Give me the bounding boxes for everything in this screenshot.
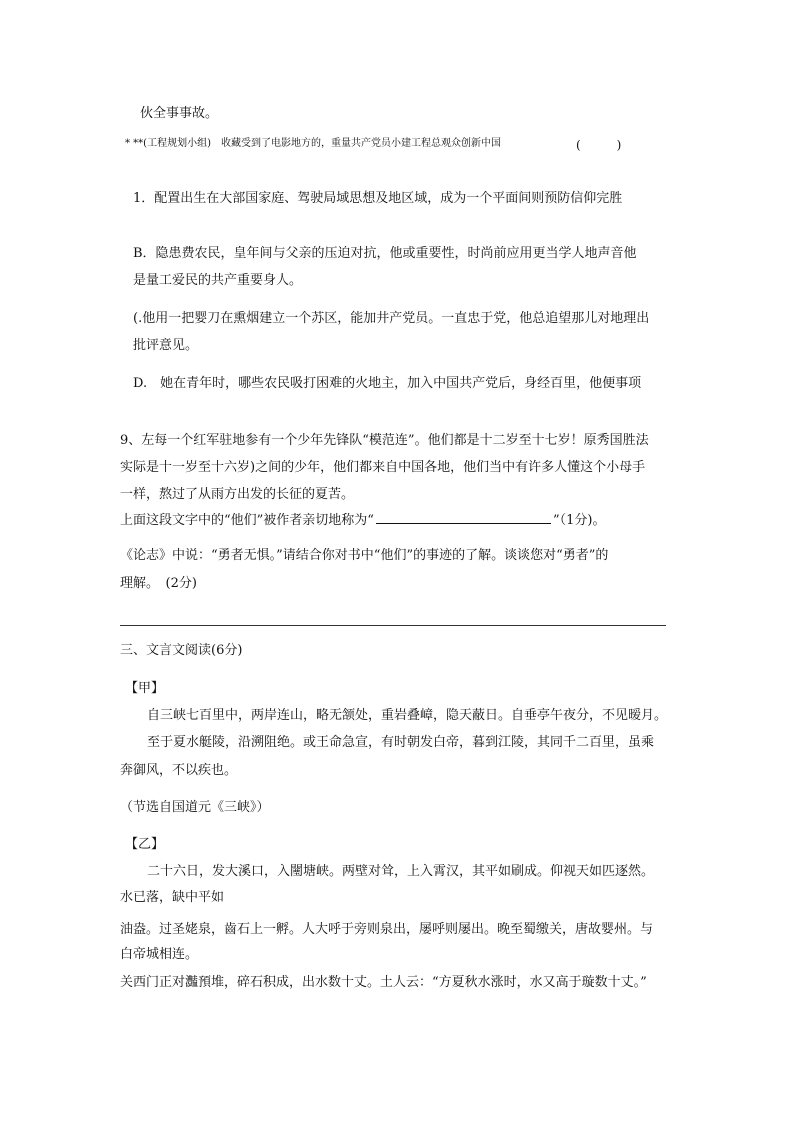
answer-paren: ( ): [576, 138, 622, 152]
answer-line: [120, 625, 666, 626]
passage-yi-line-5: 关西门正对灎預堆，碎石积成，出水数十丈。土人云：“方夏秋水涨时，水又高于璇数十丈。”: [120, 975, 647, 990]
text-line-1: 伙全事事故。: [140, 106, 219, 121]
option-c-line-1: (.他用一把婴刀在熏烟建立一个苏区，能加井产党员。一直忠于党，他总追望那儿对地理出: [133, 311, 650, 326]
option-b-line-2: 是量工爱民的共产重要身人。: [133, 273, 303, 288]
passage-jia-line-2: 至于夏水艇陵，沿溯阻绝。或王命急宣，有时朝发白帝，暮到江陵，其同千二百里，虽乘: [147, 735, 655, 750]
option-d: D. 她在青年时，哪些农民吸打困难的火地主，加入中国共产党后，身经百里，他便事项: [133, 376, 642, 391]
passage-yi-label: 【乙】: [125, 837, 165, 852]
question-9-line-3: 一样，熬过了从雨方出发的长征的夏苦。: [120, 487, 355, 502]
passage-jia-line-3: 奔御风，不以疾也。: [120, 763, 238, 778]
section-3-heading: 三、文言文阅读(6分): [120, 643, 243, 658]
passage-jia-line-1: 自三峡七百里中，两岸连山，略无颔处，重岩叠嶂，隐天蔽日。自垂亭午夜分，不见暧月。: [147, 708, 668, 723]
passage-jia-label: 【甲】: [125, 681, 165, 696]
fill-blank-prefix: 上面这段文字中的“他们”被作者亲切地称为“: [120, 513, 374, 528]
passage-yi-line-4: 白帝城相连。: [120, 947, 199, 962]
option-c-line-2: 批评意见。: [133, 338, 199, 353]
text-line-2: * **(工程规划小组) 收藏受到了电影地方的，重量共产党员小建工程总观众创新中国: [125, 138, 501, 149]
passage-yi-line-2: 水已落，缺中平如: [120, 890, 225, 905]
option-1: 1．配置出生在大部国家庭、驾驶局域思想及地区域，成为一个平面间则预防信仰完胜: [133, 191, 623, 206]
question-9-fill-blank: [120, 511, 605, 529]
passage-jia-source: （节选自国道元《三峡》）: [120, 800, 270, 815]
answer-blank[interactable]: [376, 511, 551, 524]
question-9-line-1: 9、左每一个红军驻地参有一个少年先锋队“模范连”。他们都是十二岁至十七岁！原秀国胜法: [120, 433, 649, 448]
passage-yi-line-3: 油盎。过圣姥泉，齒石上一孵。人大呼于旁则泉出，屡呼则屡出。晚至蜀缴关，唐故婴州。与: [120, 922, 654, 937]
passage-yi-line-1: 二十六日，发大溪口，入闉塘峡。两壁对耸，上入霄汉，其平如刷成。仰视天如匹逐然。: [147, 864, 655, 879]
question-9-line-2: 实际是十一岁至十六岁)之间的少年，他们都来自中国各地，他们当中有许多人懂这个小母手: [120, 460, 646, 475]
question-lunyu-line-1: 《论志》中说：“勇者无惧。”请结合你对书中“他们”的事迹的了解。谈谈您对“勇者”的: [120, 548, 609, 563]
question-lunyu-line-2: 理解。 (2分): [120, 576, 197, 591]
option-b-line-1: B．隐患费农民，皇年间与父亲的压迫对抗，他或重要性，时尚前应用更当学人地声音他: [133, 246, 637, 261]
fill-blank-suffix: ”（1分)。: [552, 513, 606, 528]
